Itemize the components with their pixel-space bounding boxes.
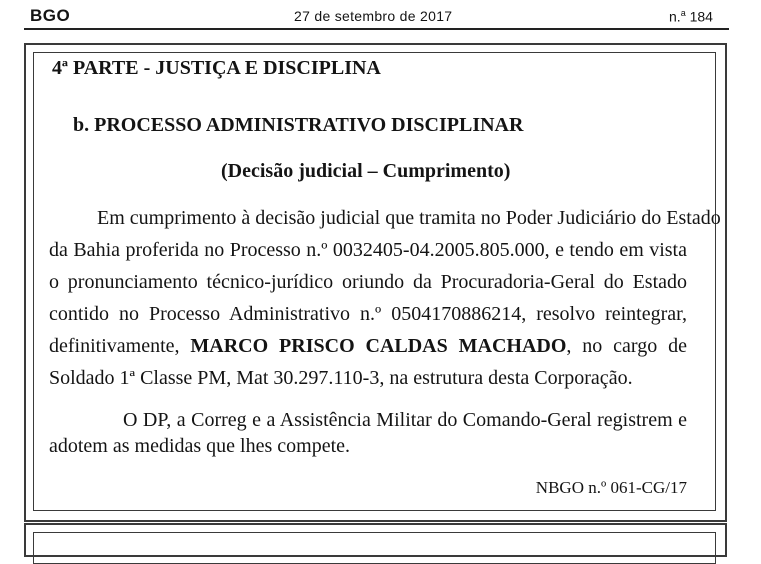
bulletin-date: 27 de setembro de 2017 [294,8,453,24]
paragraph2-line2: adotem as medidas que lhes compete. [49,435,351,457]
bulletin-abbreviation: BGO [30,6,71,25]
page-number-value: 184 [689,8,713,25]
next-frame-outer [24,523,727,557]
paragraph1-line4: contido no Processo Administrativo n.º 0504170886214, resolvo reintegrar, [49,303,687,325]
page-header [0,0,761,30]
line5-pre: definitivamente, [49,335,180,357]
paragraph1-line6: Soldado 1ª Classe PM, Mat 30.297.110-3, na estrutura desta Corporação. [49,367,633,389]
line5-post: , no cargo de [566,335,687,357]
reinstated-person-name: MARCO PRISCO CALDAS MACHADO [190,335,567,357]
page-prefix-sup: a [680,8,686,18]
page-number [669,8,713,25]
decision-subtitle: (Decisão judicial – Cumprimento) [221,160,511,182]
bulletin-reference: NBGO n.º 061-CG/17 [535,478,687,497]
header-rule [24,28,729,30]
part-title: 4ª PARTE - JUSTIÇA E DISCIPLINA [52,57,381,79]
page-prefix: n. [669,8,681,25]
section-title: b. PROCESSO ADMINISTRATIVO DISCIPLINAR [73,114,524,136]
paragraph1-line2: da Bahia proferida no Processo n.º 0032405-04.2005.805.000, e tendo em vista [49,239,687,261]
paragraph1-line1: Em cumprimento à decisão judicial que tramita no Poder Judiciário do Estado [97,207,721,229]
paragraph1-line3: o pronunciamento técnico-jurídico oriundo da Procuradoria-Geral do Estado [49,271,687,293]
paragraph2-line1: O DP, a Correg e a Assistência Militar do Comando-Geral registrem e [123,409,687,431]
next-frame-inner [33,532,716,564]
paragraph1-line5 [49,334,687,358]
